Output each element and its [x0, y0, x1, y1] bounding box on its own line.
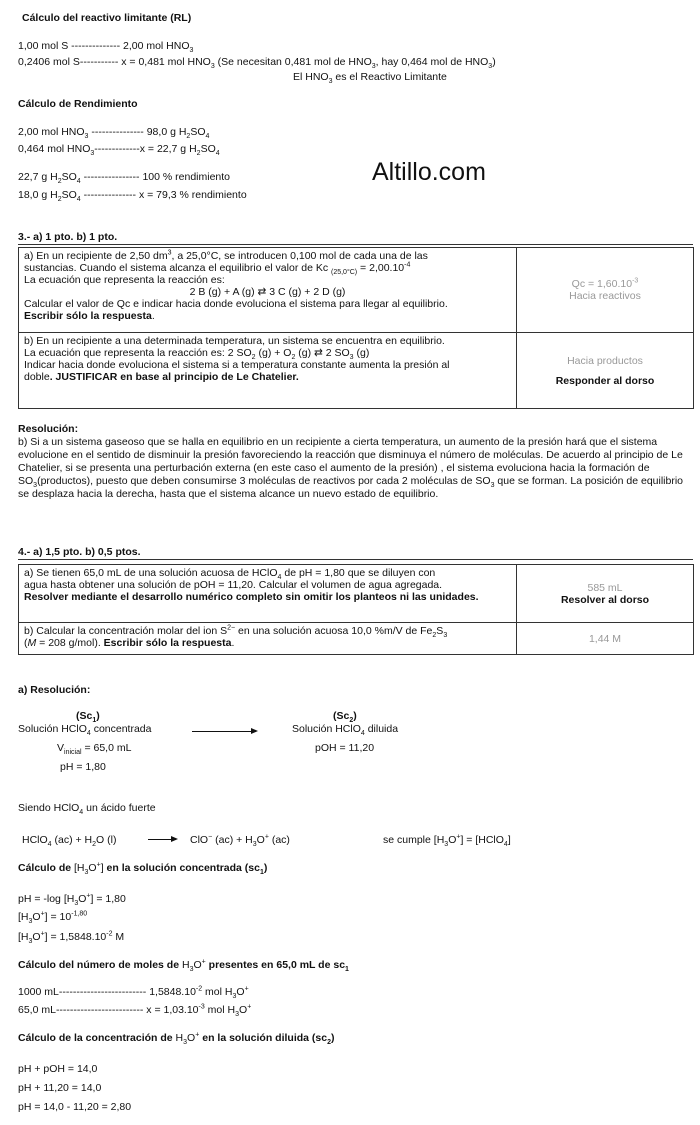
- divider: [18, 244, 693, 245]
- sc1-line-2: $V_{inicial} = 65,0$ mL: [57, 742, 132, 757]
- calc-line-1: pH = -log $[H_3O^+] = 1,80$: [18, 892, 126, 908]
- q3-b-answer: Hacia productos Responder al dorso: [517, 333, 694, 409]
- rend-line-1: 2,00 mol $HNO_3$ --------------- 98,0 g $H_2SO_4$: [18, 126, 210, 141]
- q3-row-a: [19, 248, 694, 333]
- right-arrow-icon: [192, 731, 256, 732]
- moles-line-1: 1000 mL------------------------- $1,5848.10^{-2}$ mol $H_3O^+$: [18, 985, 249, 1001]
- dil-line-2: pH + 11,20 = 14,0: [18, 1082, 102, 1094]
- q3-table: [18, 247, 694, 409]
- q4-row-a: [19, 565, 694, 623]
- sc1-line-3: pH = 1,80: [60, 761, 106, 773]
- sc2-label: $(Sc_2)$: [333, 710, 357, 725]
- dissociation-right: ClO− $(ac) + H_3O^+$ (ac): [190, 833, 290, 849]
- dil-line-1: pH + pOH = 14,0: [18, 1063, 98, 1075]
- rend-line-3: 22,7 g $H_2SO_4$ ---------------- 100 % rendimiento: [18, 171, 231, 186]
- watermark-logo: Altillo.com: [372, 158, 486, 186]
- q4-a-statement: a) Se tienen 65,0 mL de una solución acuosa de HClO$_4$ de pH = 1,80 que se diluyen con agua hasta obtener una solución de pOH = 11,20. Calcular el volumen de agua agregada. Resolver mediante el desarrollo numérico completo sin omitir los planteos ni las unidades.: [19, 565, 517, 623]
- sc1-line-1: Solución HClO$_4$ concentrada: [18, 723, 152, 738]
- rend-title: Cálculo de Rendimiento: [18, 98, 138, 110]
- q4-b-statement: b) Calcular la concentración molar del ion $S^{2-}$ en una solución acuosa 10,0 %m/V de $Fe_2S_3$ (M = 208 g/mol). Escribir sólo la respuesta.: [19, 623, 517, 655]
- calc-line-3: $[H_3O^+] = 1,5848.10^{-2}$ M: [18, 930, 125, 946]
- dil-line-3: pH = 14,0 - 11,20 = 2,80: [18, 1101, 132, 1113]
- q4-table: [18, 564, 694, 655]
- rl-title: Cálculo del reactivo limitante (RL): [22, 12, 192, 24]
- q3-a-statement: a) En un recipiente de 2,50 $dm^3$, a 25,0°C, se introducen 0,100 mol de cada una de las sustancias. Cuando el sistema alcanza el equilibrio el valor de Kc $_{(25,0^\circ C)} = 2,00.10^{-4}$ La ecuación que representa la reacción es: 2 B (g) + A (g) ⇄ 3 C (g) + 2 D (g) Calcular el valor de Qc e indicar hacia donde evoluciona el sistema para llegar al equilibrio. Escribir sólo la respuesta.: [19, 248, 517, 333]
- dissociation-left: HClO$_4$ $(ac) + H_2O$ (l): [22, 834, 117, 849]
- sc1-label: $(Sc_1)$: [76, 710, 100, 725]
- q3-b-statement: b) En un recipiente a una determinada temperatura, un sistema se encuentra en equilibrio. La ecuación que representa la reacción es: 2 $SO_2$ $(g) + O_2$ (g) ⇄ 2 $SO_3$ (g) Indicar hacia donde evoluciona el sistema si a temperatura constante aumenta la presión al doble. JUSTIFICAR en base al principio de Le Chatelier.: [19, 333, 517, 409]
- q3-row-b: [19, 333, 694, 409]
- q4-header: 4.- a) 1,5 pto. b) 0,5 ptos.: [18, 546, 141, 558]
- res3-title: Resolución:: [18, 423, 79, 435]
- rend-line-2: 0,464 mol $HNO_3-------------x = 22,7$ g $H_2SO_4$: [18, 143, 220, 158]
- heading-moles: Cálculo del número de moles de $H_3O^+$ presentes en 65,0 mL de $sc_1$: [18, 958, 349, 974]
- sc2-line-2: pOH = 11,20: [315, 742, 375, 754]
- rl-line-3: El $HNO_3$ es el Reactivo Limitante: [293, 71, 447, 86]
- moles-line-2: 65,0 mL------------------------- $x = 1,03.10^{-3}$ mol $H_3O^+$: [18, 1003, 252, 1019]
- rl-line-1: 1,00 mol S -------------- 2,00 mol $HNO_3$: [18, 40, 194, 55]
- divider: [18, 559, 693, 560]
- strong-acid-note: Siendo HClO$_4$ un ácido fuerte: [18, 802, 156, 817]
- rl-line-2: 0,2406 mol S----------- x = 0,481 mol $HNO_3$ (Se necesitan 0,481 mol de $HNO_3$, hay 0,464 mol de $HNO_3$): [18, 56, 496, 71]
- sc2-line-1: Solución HClO$_4$ diluida: [292, 723, 399, 738]
- q4-row-b: [19, 623, 694, 655]
- q4-a-answer: 585 mL Resolver al dorso: [517, 565, 694, 623]
- q3-a-answer: $Qc = 1,60.10^{-3}$ Hacia reactivos: [517, 248, 694, 333]
- q4-b-answer: 1,44 M: [517, 623, 694, 655]
- heading-conc-sc1: Cálculo de $[H_3O^+]$ en la solución concentrada $(sc_1)$: [18, 861, 268, 877]
- equality-note: se cumple $[H_3O^+]$ = [HClO$_4$]: [383, 833, 511, 849]
- calc-line-2: $[H_3O^+] = 10^{-1,80}$: [18, 910, 88, 926]
- q3-header: 3.- a) 1 pto. b) 1 pto.: [18, 231, 118, 243]
- heading-conc-sc2: Cálculo de la concentración de $H_3O^+$ en la solución diluida $(sc_2)$: [18, 1031, 335, 1047]
- rend-line-4: 18,0 g $H_2SO_4$ --------------- x = 79,3 % rendimiento: [18, 189, 247, 204]
- res3-paragraph: b) Si a un sistema gaseoso que se halla en equilibrio en un recipiente a cierta temperatura, un aumento de la presión hará que el sistema evolucione en el sentido de disminuir la presión favoreciendo la reacción que disminuya el número de moléculas. De acuerdo al principio de Le Chatelier, si se presenta una perturbación externa (en este caso el aumento de la presión) , el sistema evoluciona hacia la formación de $SO_3(productos)$, puesto que deben consumirse 3 moléculas de reactivos por cada 2 moléculas de $SO_3$ que se forman. La posición de equilibrio se desplaza hacia la derecha, hasta que el sistema alcance un nuevo estado de equilibrio.: [18, 436, 684, 500]
- res4-title: a) Resolución:: [18, 684, 91, 696]
- reaction-arrow-icon: [148, 839, 176, 840]
